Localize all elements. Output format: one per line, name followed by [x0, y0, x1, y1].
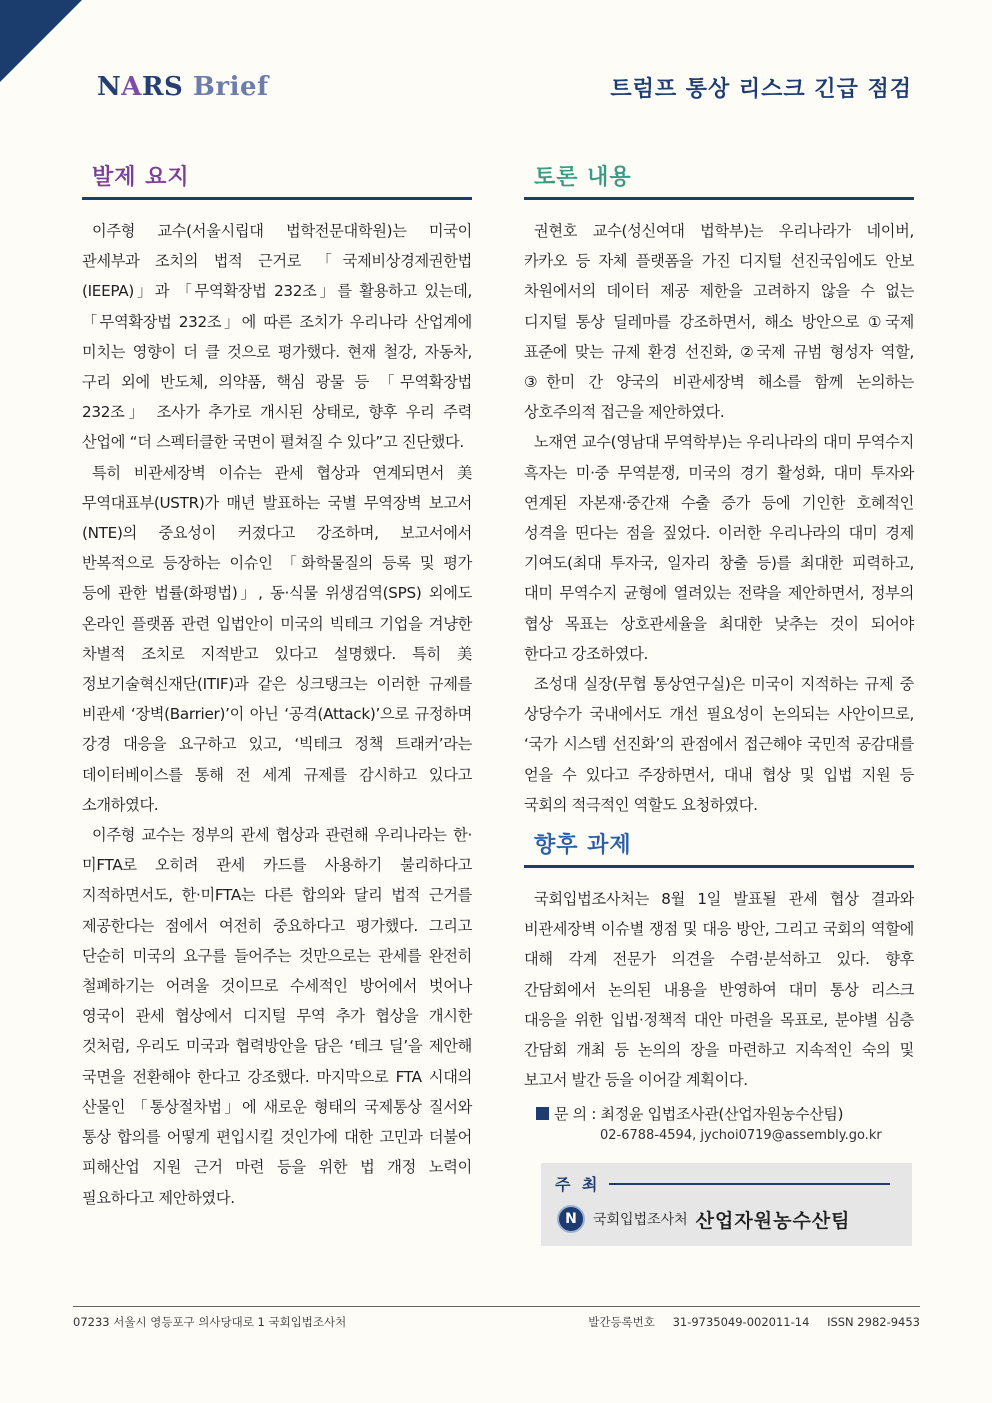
discussion-paragraph-1: 권현호 교수(성신여대 법학부)는 우리나라가 네이버, 카카오 등 자체 플랫폼을 가진 디지털 선진국임에도 안보 차원에서의 데이터 제공 제한을 고려하지 않을 수 없는 디지털 통상 딜레마를 강조하면서, 해소 방안으로 ①국제 표준에 맞는 규제 환경 선진화, ②국제 규범 형성자 역할, ③한미 간 양국의 비관세장벽 해소를 함께 논의하는 상호주의적 접근을 제안하였다.: [524, 222, 914, 422]
footer-divider: [73, 1306, 920, 1307]
discussion-paragraph-3: 조성대 실장(무협 통상연구실)은 미국이 지적하는 규제 중 상당수가 국내에서도 개선 필요성이 논의되는 사안이므로, ‘국가 시스템 선진화’의 관점에서 접근해야 국민적 공감대를 얻을 수 있다고 주장하면서, 대내 협상 및 입법 지원 등 국회의 적극적인 역할도 요청하였다.: [524, 675, 914, 814]
summary-paragraph-1: 이주형 교수(서울시립대 법학전문대학원)는 미국이 관세부과 조치의 법적 근거로 「국제비상경제권한법(IEEPA)」과 「무역확장법 232조」를 활용하고 있는데, 「무역확장법 232조」에 따른 조치가 우리나라 산업계에 미치는 영향이 더 클 것으로 평가했다. 현재 철강, 자동차, 구리 외에 반도체, 의약품, 핵심 광물 등 「무역확장법 232조」 조사가 추가로 개시된 상태로, 향후 우리 주력 산업에 “더 스펙터클한 국면이 펼쳐질 수 있다”고 진단했다.: [82, 222, 472, 452]
footer-address: 07233 서울시 영등포구 의사당대로 1 국회입법조사처: [73, 1315, 347, 1329]
square-bullet-icon: [536, 1107, 549, 1120]
host-org-name: 국회입법조사처: [593, 1212, 688, 1229]
logo-rs: RS: [141, 72, 184, 102]
nars-brief-logo: [97, 72, 269, 102]
future-tasks-body: [524, 884, 914, 1095]
footer-issn: ISSN 2982-9453: [827, 1315, 920, 1329]
discussion-paragraph-2: 노재연 교수(영남대 무역학부)는 우리나라의 대미 무역수지 흑자는 미·중 무역분쟁, 미국의 경기 활성화, 대미 투자와 연계된 자본재·중간재 수출 증가 등에 기인한 호혜적인 성격을 띤다는 점을 짚었다. 이러한 우리나라의 대미 경제 기여도(최대 투자국, 일자리 창출 등)를 최대한 피력하고, 대미 무역수지 균형에 열려있는 전략을 제안하면서, 정부의 협상 목표는 상호관세율을 최대한 낮추는 것이 되어야 한다고 강조하였다.: [524, 433, 914, 663]
host-label: 주 최: [555, 1175, 601, 1195]
left-column: [82, 160, 472, 1213]
host-box: [541, 1163, 912, 1246]
contact-info: [524, 1103, 914, 1124]
contact-phone-email: 02-6788-4594, jychoi0719@assembly.go.kr: [600, 1128, 882, 1144]
right-column: [524, 160, 914, 1246]
summary-paragraph-3: 이주형 교수는 정부의 관세 협상과 관련해 우리나라는 한·미FTA로 오히려 관세 카드를 사용하기 불리하다고 지적하면서도, 한·미FTA는 다른 합의와 달리 법적 근거를 제공한다는 점에서 여전히 중요하다고 평가했다. 그리고 단순히 미국의 요구를 들어주는 것만으로는 관세를 완전히 철폐하기는 어려울 것이므로 수세적인 방어에서 벗어나 영국이 관세 협상에서 디지털 무역 추가 협상을 개시한 것처럼, 우리도 미국과 협력방안을 담은 ‘테크 딜’을 제안해 국면을 전환해야 한다고 강조했다. 마지막으로 FTA 시대의 산물인 「통상절차법」에 새로운 형태의 국제통상 질서와 통상 합의를 어떻게 편입시킬 것인가에 대한 고민과 더불어 피해산업 지원 근거 마련 등을 위한 법 개정 노력이 필요하다고 제안하였다.: [82, 826, 472, 1207]
host-divider: [609, 1183, 890, 1185]
section-heading-summary: 발제 요지: [82, 160, 472, 200]
logo-n: N: [97, 72, 122, 102]
host-team-name: 산업자원농수산팀: [695, 1209, 851, 1232]
discussion-body: [524, 216, 914, 820]
footer-reg-number: 31-9735049-002011-14: [672, 1315, 810, 1329]
document-title: 트럼프 통상 리스크 긴급 점검: [610, 77, 912, 102]
logo-a: A: [121, 72, 142, 102]
logo-brief: Brief: [192, 72, 269, 102]
corner-decoration: [0, 0, 82, 82]
footer-reg-label: 발간등록번호: [588, 1315, 655, 1329]
contact-person: 문 의 : 최정윤 입법조사관(산업자원농수산팀): [554, 1105, 844, 1124]
host-organization: [557, 1205, 851, 1233]
summary-paragraph-2: 특히 비관세장벽 이슈는 관세 협상과 연계되면서 美 무역대표부(USTR)가 매년 발표하는 국별 무역장벽 보고서(NTE)의 중요성이 커졌다고 강조하며, 보고서에서 반복적으로 등장하는 이슈인 「화학물질의 등록 및 평가 등에 관한 법률(화평법)」, 동·식물 위생검역(SPS) 외에도 온라인 플랫폼 관련 입법안이 미국의 빅테크 기업을 겨냥한 차별적 조치로 지적받고 있다고 설명했다. 특히 美 정보기술혁신재단(ITIF)과 같은 싱크탱크는 이러한 규제를 비관세 ‘장벽(Barrier)’이 아닌 ‘공격(Attack)’으로 규정하며 강경 대응을 요구하고 있고, ‘빅테크 정책 트래커’라는 데이터베이스를 통해 전 세계 규제를 감시하고 있다고 소개하였다.: [82, 463, 472, 814]
footer-publication-info: [574, 1314, 920, 1330]
nars-seal-icon: N: [557, 1205, 585, 1233]
section-heading-discussion: 토론 내용: [524, 160, 914, 200]
future-tasks-paragraph: 국회입법조사처는 8월 1일 발표될 관세 협상 결과와 비관세장벽 이슈별 쟁점 및 대응 방안, 그리고 국회의 역할에 대해 각계 전문가 의견을 수렴·분석하고 있다. 향후 간담회에서 논의된 내용을 반영하여 대미 통상 리스크 대응을 위한 입법·정책적 대안 마련을 목표로, 분야별 심층 간담회 개최 등 논의의 장을 마련하고 지속적인 숙의 및 보고서 발간 등을 이어갈 계획이다.: [524, 890, 914, 1090]
section-heading-future-tasks: 향후 과제: [524, 828, 914, 868]
summary-body: [82, 216, 472, 1213]
